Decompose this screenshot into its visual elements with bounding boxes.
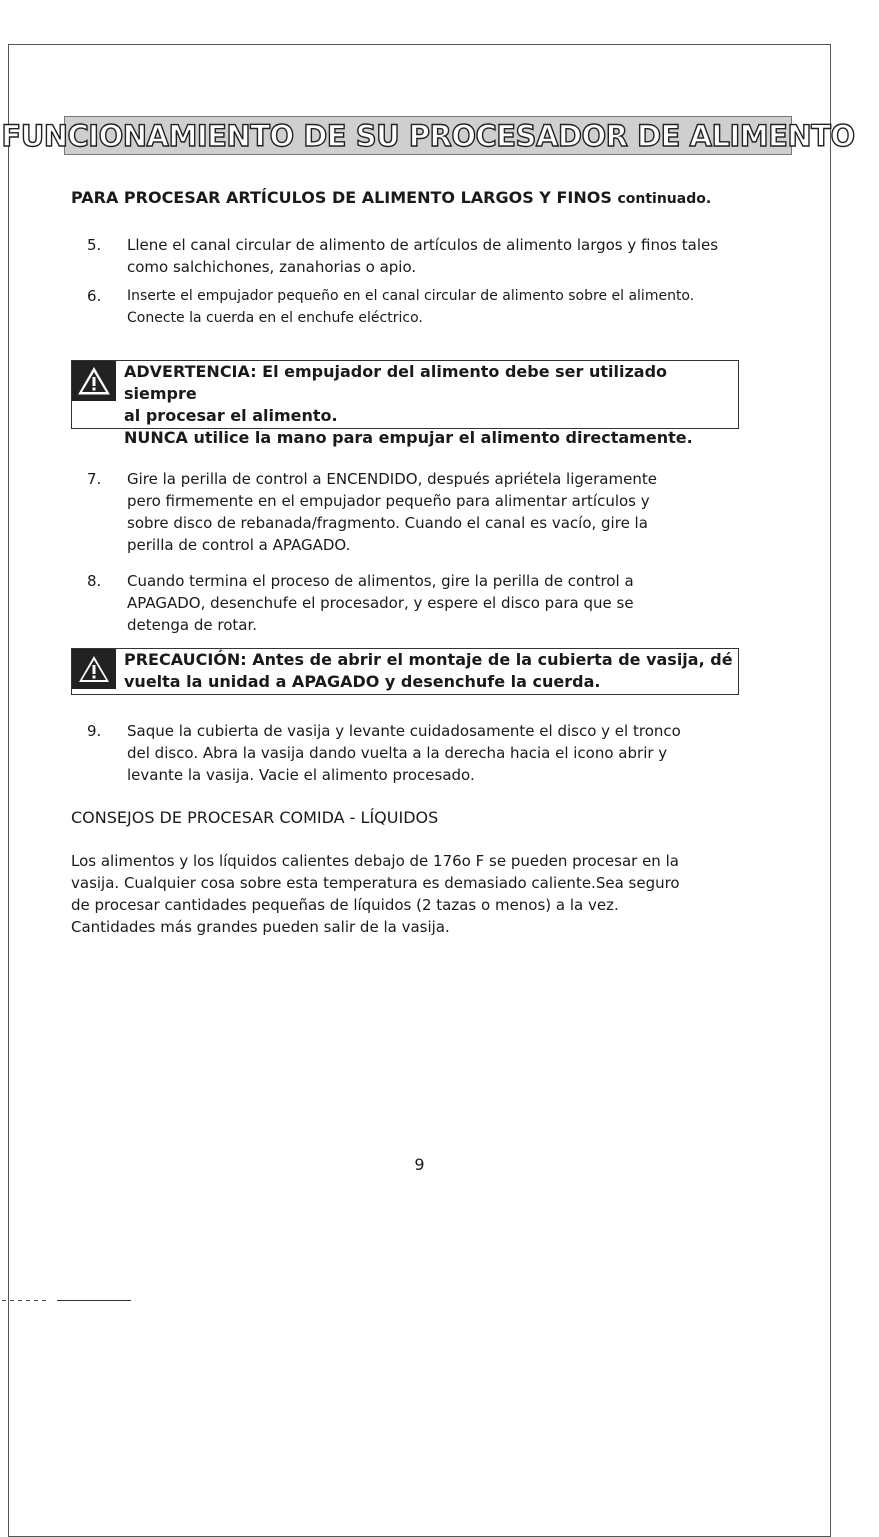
continued-label: continuado.	[617, 191, 712, 207]
section-banner	[1, 116, 855, 155]
footer-mark	[2, 1300, 47, 1301]
step-line: Llene el canal circular de alimento de artículos de alimento largos y finos tales	[127, 236, 719, 254]
caution-box	[71, 648, 739, 695]
step-line: como salchichones, zanahorias o apio.	[127, 258, 417, 276]
step-number: 6.	[87, 287, 102, 305]
tips-heading: CONSEJOS DE PROCESAR COMIDA - LÍQUIDOS	[71, 808, 439, 827]
step-line: levante la vasija. Vacie el alimento procesado.	[127, 766, 475, 784]
step-line: Inserte el empujador pequeño en el canal circular de alimento sobre el alimento.	[127, 288, 695, 304]
warning-line: ADVERTENCIA: El empujador del alimento debe ser utilizado siempre	[124, 362, 668, 403]
step-line: Conecte la cuerda en el enchufe eléctrico.	[127, 310, 423, 326]
step-line: APAGADO, desenchufe el procesador, y espere el disco para que se	[127, 594, 634, 612]
step-line: perilla de control a APAGADO.	[127, 536, 351, 554]
paragraph-line: Los alimentos y los líquidos calientes debajo de 176o F se pueden procesar en la	[71, 852, 679, 870]
subsection-title: PARA PROCESAR ARTÍCULOS DE ALIMENTO LARGOS Y FINOS	[71, 188, 612, 207]
paragraph-line: Cantidades más grandes pueden salir de la vasija.	[71, 918, 450, 936]
paragraph-line: de procesar cantidades pequeñas de líquidos (2 tazas o menos) a la vez.	[71, 896, 619, 914]
page-number: 9	[414, 1155, 425, 1174]
step-line: Cuando termina el proceso de alimentos, gire la perilla de control a	[127, 572, 634, 590]
banner-title: FUNCIONAMIENTO DE SU PROCESADOR DE ALIMENTO	[1, 118, 855, 153]
step-number: 5.	[87, 236, 102, 254]
step-number: 8.	[87, 572, 102, 590]
step-line: pero firmemente en el empujador pequeño para alimentar artículos y	[127, 492, 650, 510]
tips-paragraph	[71, 850, 680, 938]
warning-triangle-icon	[72, 649, 116, 689]
warning-triangle-icon	[72, 361, 116, 401]
step-number: 7.	[87, 470, 102, 488]
step-line: Saque la cubierta de vasija y levante cuidadosamente el disco y el tronco	[127, 722, 681, 740]
step-line: detenga de rotar.	[127, 616, 258, 634]
paragraph-line: vasija. Cualquier cosa sobre esta temperatura es demasiado caliente.Sea seguro	[71, 874, 680, 892]
warning-line: al procesar el alimento.	[124, 406, 338, 425]
footer-rule	[57, 1300, 131, 1301]
warning-box	[71, 360, 739, 447]
caution-line: PRECAUCIÓN: Antes de abrir el montaje de la cubierta de vasija, dé	[124, 650, 733, 669]
step-number: 9.	[87, 722, 102, 740]
step-line: sobre disco de rebanada/fragmento. Cuando el canal es vacío, gire la	[127, 514, 648, 532]
caution-line: vuelta la unidad a APAGADO y desenchufe la cuerda.	[124, 672, 601, 691]
warning-line: NUNCA utilice la mano para empujar el alimento directamente.	[124, 428, 693, 447]
step-line: del disco. Abra la vasija dando vuelta a la derecha hacia el icono abrir y	[127, 744, 668, 762]
step-line: Gire la perilla de control a ENCENDIDO, después apriétela ligeramente	[127, 470, 657, 488]
subsection-heading	[71, 188, 711, 207]
